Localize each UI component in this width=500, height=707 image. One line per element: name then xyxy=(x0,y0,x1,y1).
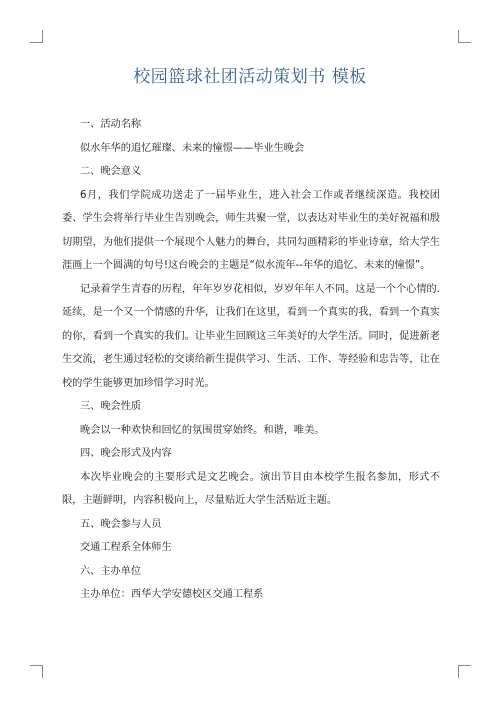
section-heading: 一、活动名称 xyxy=(80,119,142,130)
document-body xyxy=(62,113,440,607)
section-paragraph: 本次毕业晚会的主要形式是文艺晚会。演出节目由本校学生报名参加，形式不限，主题鲜明，内容积极向上，尽量贴近大学生活贴近主题。 xyxy=(62,471,440,506)
section-text: 交通工程系全体师生 xyxy=(80,542,172,553)
section-heading: 四、晚会形式及内容 xyxy=(80,448,172,459)
crop-mark-top-right xyxy=(458,30,471,43)
section-text: 晚会以一种欢快和回忆的氛围贯穿始终。和谐，唯美。 xyxy=(80,424,325,436)
crop-mark-bottom-right xyxy=(458,665,471,678)
section-text: 似水年华的追忆璀璨、未来的憧憬——毕业生晚会 xyxy=(80,142,305,154)
section-paragraph: 6月，我们学院成功送走了一届毕业生，进入社会工作或者继续深造。我校团委、学生会将举行毕业生告别晚会，师生共聚一堂，以表达对毕业生的美好祝福和殷切期望，为他们提供一个展现个人魅力的舞台，共同勾画精彩的毕业诗章，给大学生涯画上一个圆满的句号!这台晚会的主题是“似水流年--年华的追忆、未来的憧憬”。 xyxy=(62,189,440,271)
crop-mark-top-left xyxy=(30,30,43,43)
section-text: 主办单位：西华大学安德校区交通工程系 xyxy=(80,589,264,600)
section-paragraph: 记录着学生青春的历程，年年岁岁花相似，岁岁年年人不同。这是一个个心情的.延续，是一个又一个情感的升华，让我们在这里，看到一个真实的我，看到一个真实的你，看到一个真实的我们。让毕业生回顾这三年美好的大学生活。同时，促进新老生交流，老生通过轻松的交谈给新生提供学习、生活、工作、等经验和忠告等，让在校的学生能够更加珍惜学习时光。 xyxy=(62,283,440,389)
section-heading: 五、晚会参与人员 xyxy=(80,518,162,530)
section-heading: 六、主办单位 xyxy=(80,565,142,577)
crop-mark-bottom-left xyxy=(30,665,43,678)
document-title: 校园篮球社团活动策划书 模板 xyxy=(133,67,367,87)
section-heading: 二、晚会意义 xyxy=(80,166,142,177)
section-heading: 三、晚会性质 xyxy=(80,401,142,412)
